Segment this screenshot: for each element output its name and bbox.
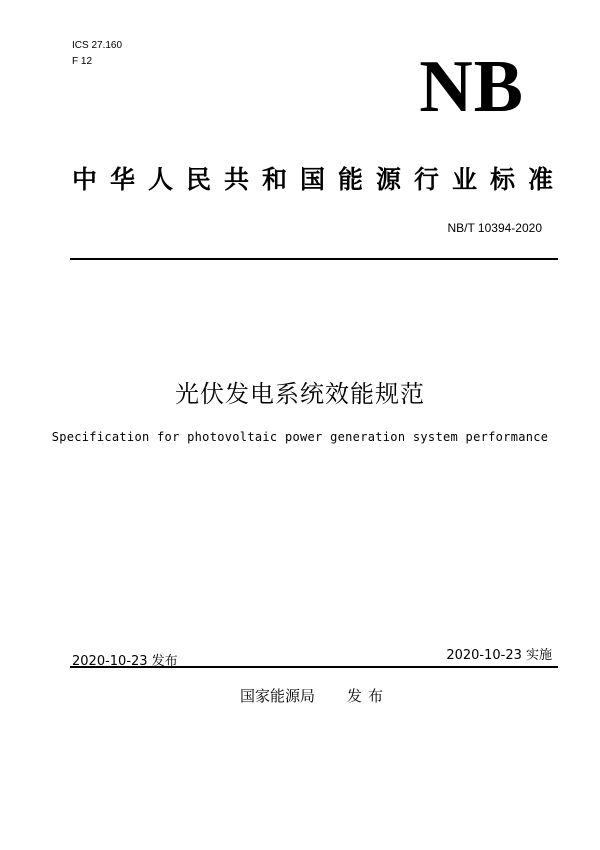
publisher-name: 国家能源局 [240,687,316,705]
organization-title: 中华人民共和国能源行业标准 [72,165,567,194]
classification-code: F 12 [72,56,93,67]
standard-number: NB/T 10394-2020 [447,221,542,235]
nb-logo: NB [419,46,524,128]
top-divider [70,258,558,260]
ics-code: ICS 27.160 [72,40,123,51]
document-title-chinese: 光伏发电系统效能规范 [175,380,425,408]
bottom-divider [70,666,558,668]
implementation-date: 2020-10-23 实施 [446,648,552,663]
document-title-english: Specification for photovoltaic power generation system performance [51,430,549,444]
publish-label: 发布 [347,687,390,705]
issue-date: 2020-10-23 发布 [72,654,178,669]
